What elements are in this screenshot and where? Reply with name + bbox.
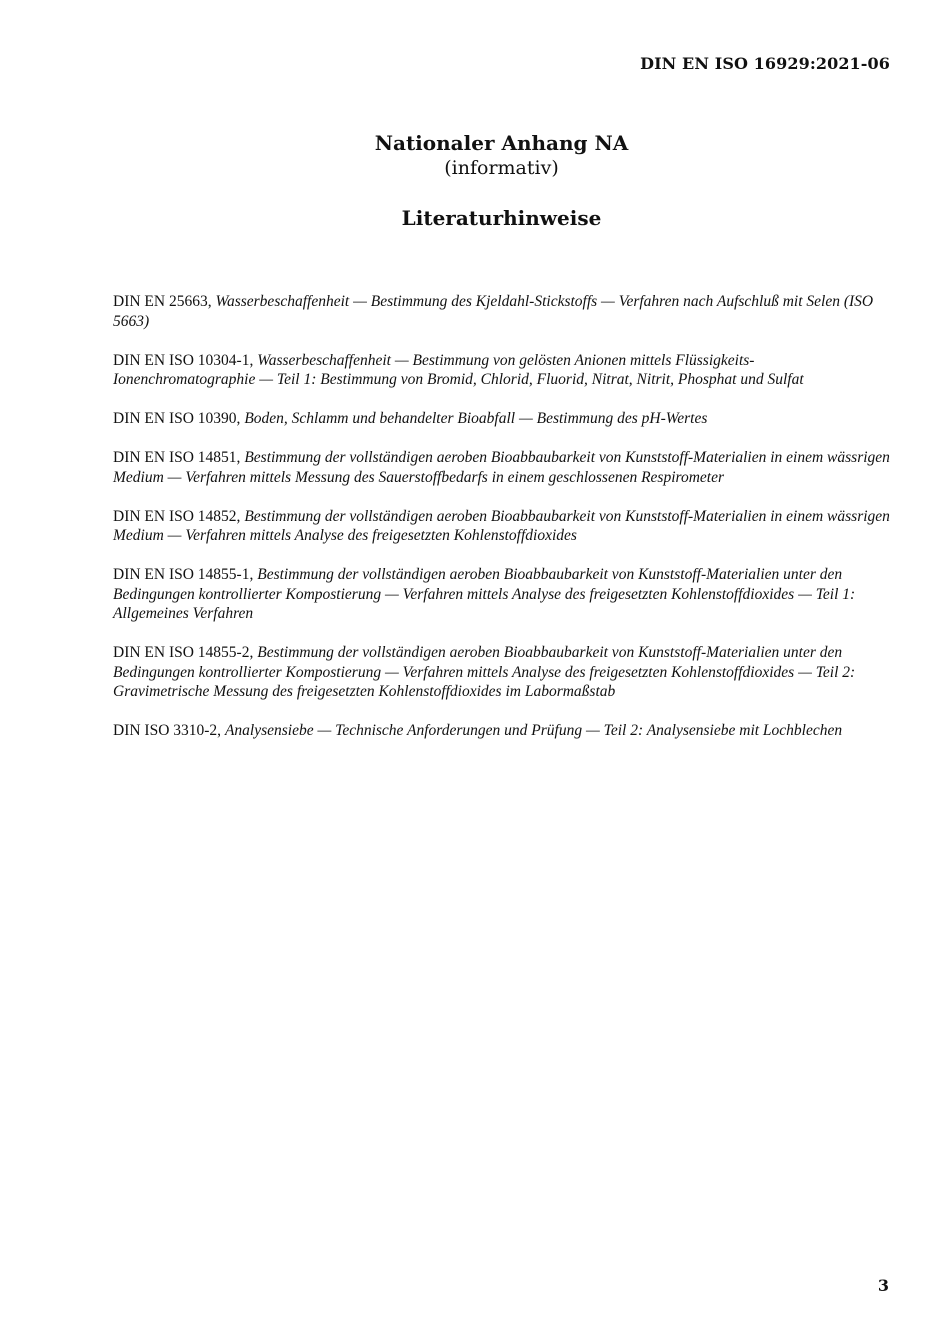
reference-item (113, 292, 891, 331)
reference-title: Analysensiebe — Technische Anforderungen und Prüfung — Teil 2: Analysensiebe mit Lochblechen (224, 722, 843, 739)
reference-number: DIN EN ISO 14851, (113, 449, 241, 466)
reference-item (113, 507, 891, 546)
section-title: Literaturhinweise (401, 206, 602, 230)
reference-title: Bestimmung der vollständigen aeroben Bioabbaubarkeit von Kunststoff-Materialien unter den Bedingungen kontrollierter Kompostierung — Verfahren mittels Analyse des freigesetzten Kohlenstoffdioxides — Teil 1: Allgemeines Verfahren (113, 566, 856, 622)
reference-number: DIN EN ISO 14852, (113, 507, 241, 525)
reference-title: Bestimmung der vollständigen aeroben Bioabbaubarkeit von Kunststoff-Materialien in einem wässrigen Medium — Verfahren mittels Analyse des freigesetzten Kohlenstoffdioxides (113, 507, 890, 544)
reference-title: Wasserbeschaffenheit — Bestimmung von gelösten Anionen mittels Flüssigkeits-Ionenchromatographie — Teil 1: Bestimmung von Bromid, Chlorid, Fluorid, Nitrat, Nitrit, Phosphat und Sulfat (113, 351, 804, 388)
reference-number: DIN EN ISO 14855-1, (113, 566, 254, 583)
reference-number: DIN EN 25663, (113, 293, 212, 310)
reference-item (113, 565, 891, 624)
reference-item (113, 409, 891, 429)
reference-title: Boden, Schlamm und behandelter Bioabfall — Bestimmung des pH-Wertes (244, 410, 708, 427)
reference-item (113, 643, 891, 702)
reference-number: DIN ISO 3310-2, (113, 722, 222, 739)
reference-number: DIN EN ISO 10390, (113, 410, 241, 427)
reference-item (113, 448, 891, 487)
annex-subtitle: (informativ) (444, 157, 559, 179)
reference-list (113, 292, 891, 760)
reference-item (113, 721, 891, 741)
document-id: DIN EN ISO 16929:2021-06 (640, 54, 890, 73)
reference-number: DIN EN ISO 10304-1, (113, 351, 254, 369)
annex-title: Nationaler Anhang NA (374, 131, 629, 155)
reference-number: DIN EN ISO 14855-2, (113, 644, 254, 661)
reference-item (113, 351, 891, 390)
reference-title: Bestimmung der vollständigen aeroben Bioabbaubarkeit von Kunststoff-Materialien unter den Bedingungen kontrollierter Kompostierung — Verfahren mittels Analyse des freigesetzten Kohlenstoffdioxides — Teil 2: Gravimetrische Messung des freigesetzten Kohlenstoffdioxides im Labormaßstab (113, 644, 856, 700)
reference-title: Wasserbeschaffenheit — Bestimmung des Kjeldahl-Stickstoffs — Verfahren nach Aufschluß mit Selen (ISO 5663) (113, 293, 874, 330)
page-number: 3 (877, 1276, 889, 1295)
reference-title: Bestimmung der vollständigen aeroben Bioabbaubarkeit von Kunststoff-Materialien in einem wässrigen Medium — Verfahren mittels Messung des Sauerstoffbedarfs in einem geschlossenen Respirometer (113, 449, 890, 486)
